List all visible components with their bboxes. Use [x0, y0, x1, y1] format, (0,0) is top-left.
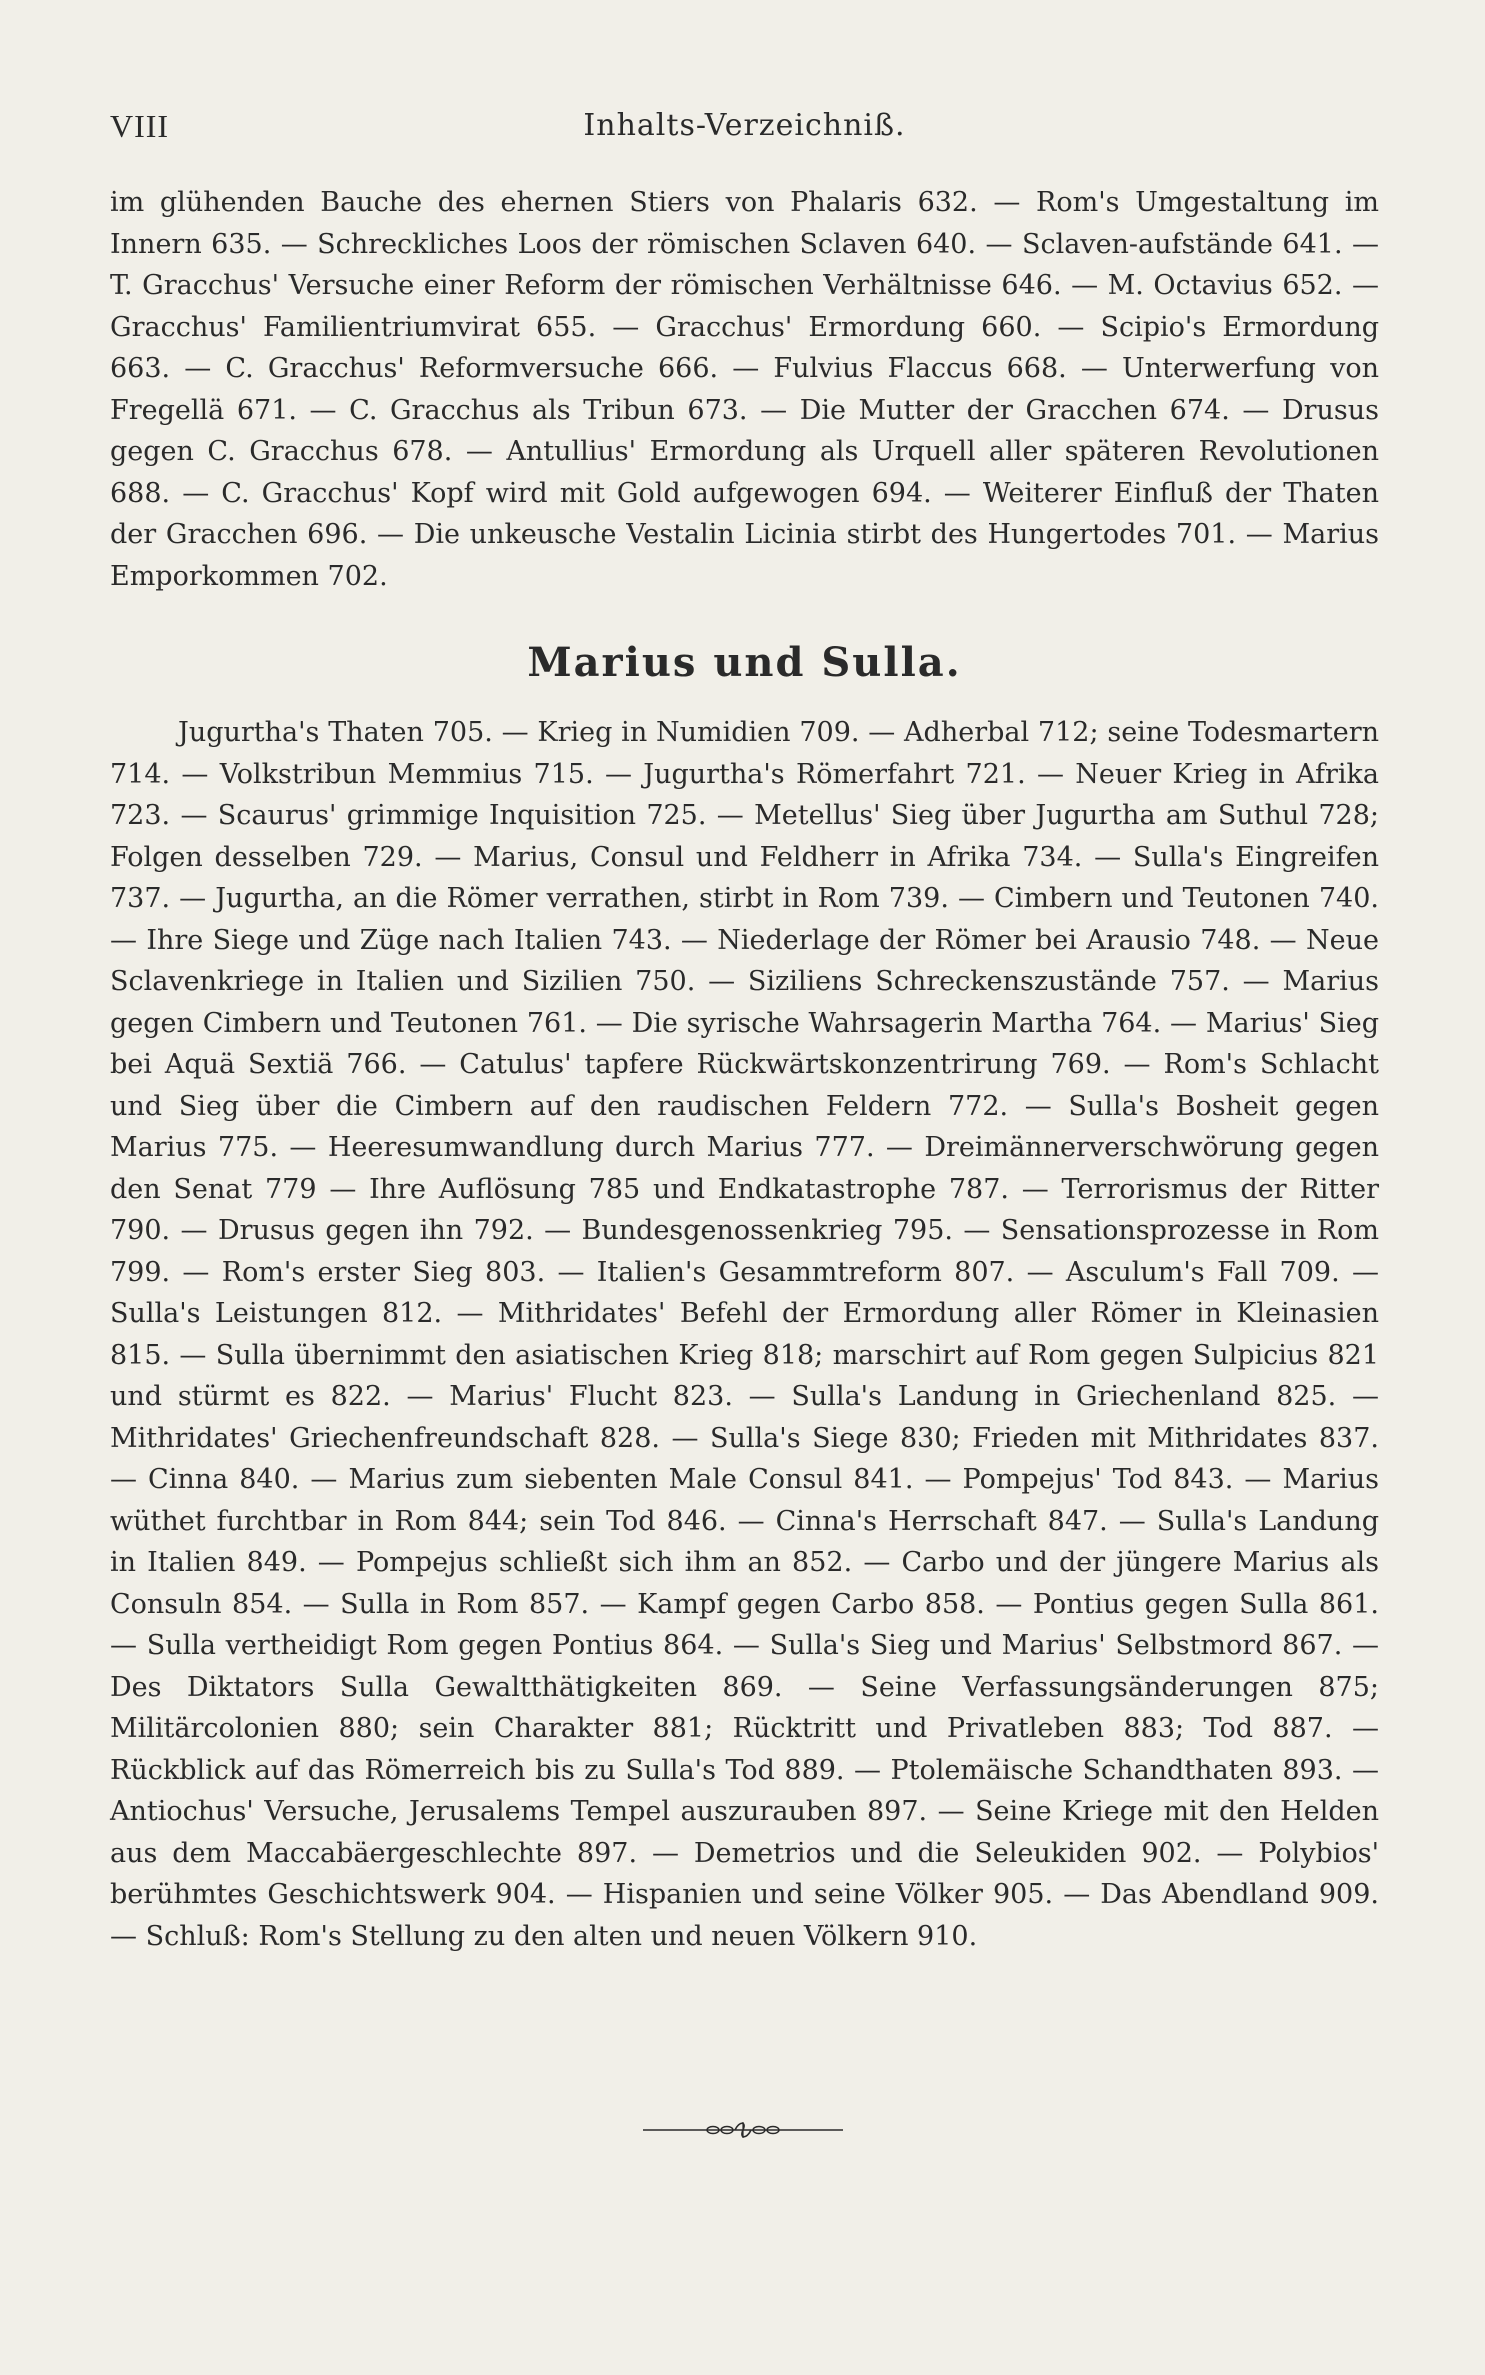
page-number: VIII	[110, 108, 170, 144]
running-head	[110, 100, 1379, 160]
page-title: Inhalts-Verzeichniß.	[583, 108, 906, 143]
contents-paragraph-gracchen: im glühenden Bauche des ehernen Stiers von Phalaris 632. — Rom's Umgestaltung im Innern 635. — Schreckliches Loos der römischen Sclaven 640. — Sclaven-aufstände 641. — T. Gracchus' Versuche einer Reform der römischen Verhältnisse 646. — M. Octavius 652. — Gracchus' Familientriumvirat 655. — Gracchus' Ermordung 660. — Scipio's Ermordung 663. — C. Gracchus' Reformversuche 666. — Fulvius Flaccus 668. — Unterwerfung von Fregellä 671. — C. Gracchus als Tribun 673. — Die Mutter der Gracchen 674. — Drusus gegen C. Gracchus 678. — Antullius' Ermordung als Urquell aller späteren Revolutionen 688. — C. Gracchus' Kopf wird mit Gold aufgewogen 694. — Weiterer Einfluß der Thaten der Gracchen 696. — Die unkeusche Vestalin Licinia stirbt des Hungertodes 701. — Marius Emporkommen 702.	[110, 187, 1379, 592]
contents-paragraph-marius-sulla: Jugurtha's Thaten 705. — Krieg in Numidien 709. — Adherbal 712; seine Todesmartern 714. — Volkstribun Memmius 715. — Jugurtha's Römerfahrt 721. — Neuer Krieg in Afrika 723. — Scaurus' grimmige Inquisition 725. — Metellus' Sieg über Jugurtha am Suthul 728; Folgen desselben 729. — Marius, Consul und Feldherr in Afrika 734. — Sulla's Eingreifen 737. — Jugurtha, an die Römer verrathen, stirbt in Rom 739. — Cimbern und Teutonen 740. — Ihre Siege und Züge nach Italien 743. — Niederlage der Römer bei Arausio 748. — Neue Sclavenkriege in Italien und Sizilien 750. — Siziliens Schreckenszustände 757. — Marius gegen Cimbern und Teutonen 761. — Die syrische Wahrsagerin Martha 764. — Marius' Sieg bei Aquä Sextiä 766. — Catulus' tapfere Rückwärtskonzentrirung 769. — Rom's Schlacht und Sieg über die Cimbern auf den raudischen Feldern 772. — Sulla's Bosheit gegen Marius 775. — Heeresumwandlung durch Marius 777. — Dreimännerverschwörung gegen den Senat 779 — Ihre Auflösung 785 und Endkatastrophe 787. — Terrorismus der Ritter 790. — Drusus gegen ihn 792. — Bundesgenossenkrieg 795. — Sensationsprozesse in Rom 799. — Rom's erster Sieg 803. — Italien's Gesammtreform 807. — Asculum's Fall 709. — Sulla's Leistungen 812. — Mithridates' Befehl der Ermordung aller Römer in Kleinasien 815. — Sulla übernimmt den asiatischen Krieg 818; marschirt auf Rom gegen Sulpicius 821 und stürmt es 822. — Marius' Flucht 823. — Sulla's Landung in Griechenland 825. — Mithridates' Griechenfreundschaft 828. — Sulla's Siege 830; Frieden mit Mithridates 837. — Cinna 840. — Marius zum siebenten Male Consul 841. — Pompejus' Tod 843. — Marius wüthet furchtbar in Rom 844; sein Tod 846. — Cinna's Herrschaft 847. — Sulla's Landung in Italien 849. — Pompejus schließt sich ihm an 852. — Carbo und der jüngere Marius als Consuln 854. — Sulla in Rom 857. — Kampf gegen Carbo 858. — Pontius gegen Sulla 861. — Sulla vertheidigt Rom gegen Pontius 864. — Sulla's Sieg und Marius' Selbstmord 867. — Des Diktators Sulla Gewaltthätigkeiten 869. — Seine Verfassungsänderungen 875; Militärcolonien 880; sein Charakter 881; Rücktritt und Privatleben 883; Tod 887. — Rückblick auf das Römerreich bis zu Sulla's Tod 889. — Ptolemäische Schandthaten 893. — Antiochus' Versuche, Jerusalems Tempel auszurauben 897. — Seine Kriege mit den Helden aus dem Maccabäergeschlechte 897. — Demetrios und die Seleukiden 902. — Polybios' berühmtes Geschichtswerk 904. — Hispanien und seine Völker 905. — Das Abendland 909. — Schluß: Rom's Stellung zu den alten und neuen Völkern 910.	[110, 717, 1379, 1952]
ornament-divider-icon	[643, 2118, 843, 2142]
section-heading: Marius und Sulla.	[527, 639, 962, 686]
end-ornament	[0, 2118, 1485, 2142]
